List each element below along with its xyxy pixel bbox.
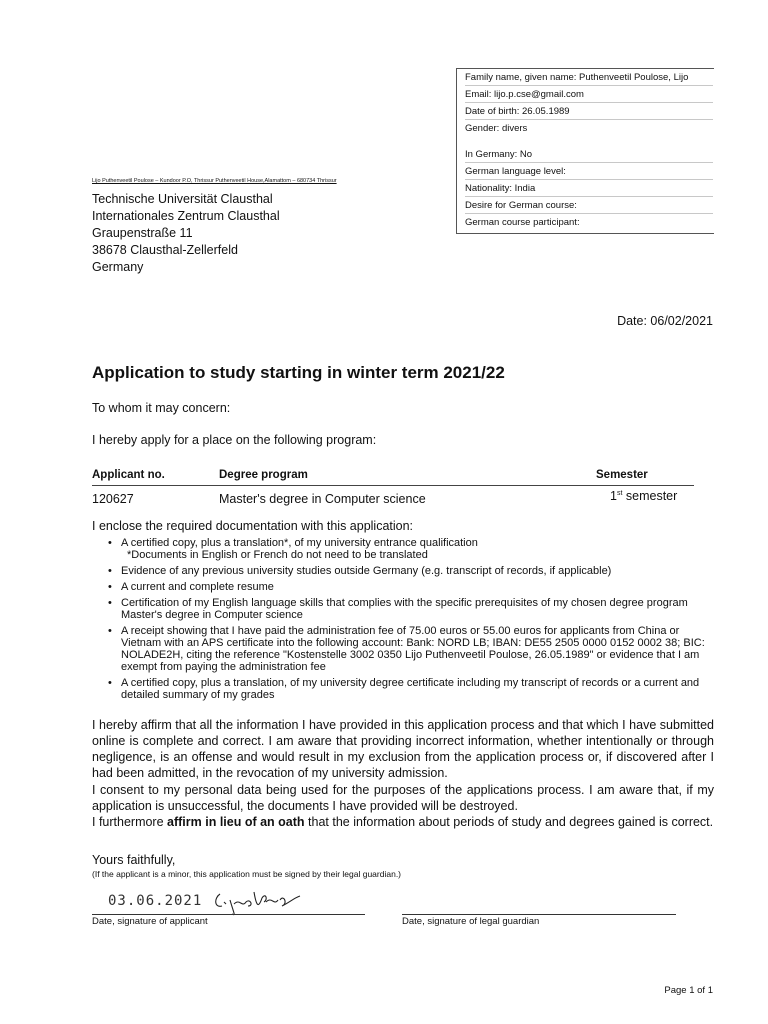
semester-value: 1st semester bbox=[610, 489, 678, 503]
list-item: • Evidence of any previous university studies outside Germany (e.g. transcript of records, if applicable) bbox=[108, 565, 714, 577]
info-desire-course: Desire for German course: bbox=[465, 200, 713, 214]
info-name: Family name, given name: Puthenveetil Poulose, Lijo bbox=[465, 72, 713, 86]
sender-address-line: Lijo Puthenveetil Poulose – Kundoor P.O, Thrissur Puthenveetil House,Alamattom – 680734 Thrissur bbox=[92, 178, 337, 184]
applicant-info-box bbox=[456, 68, 714, 234]
greeting: To whom it may concern: bbox=[92, 401, 231, 415]
info-dob: Date of birth: 26.05.1989 bbox=[465, 106, 713, 120]
list-item: • A certified copy, plus a translation, of my university degree certificate including my transcript of records or a current and detailed summary of my grades bbox=[108, 677, 714, 701]
letter-title: Application to study starting in winter term 2021/22 bbox=[92, 363, 505, 382]
address-line: Internationales Zentrum Clausthal bbox=[92, 209, 280, 223]
list-item: • A current and complete resume bbox=[108, 581, 714, 593]
letter-date: Date: 06/02/2021 bbox=[617, 314, 713, 328]
degree-program-value: Master's degree in Computer science bbox=[219, 492, 426, 506]
minor-note: (If the applicant is a minor, this application must be signed by their legal guardian.) bbox=[92, 869, 402, 879]
signature-image bbox=[210, 888, 310, 921]
guardian-signature-label: Date, signature of legal guardian bbox=[402, 916, 540, 927]
closing: Yours faithfully, bbox=[92, 853, 176, 867]
apply-text: I hereby apply for a place on the following program: bbox=[92, 433, 377, 447]
info-email: Email: lijo.p.cse@gmail.com bbox=[465, 89, 713, 103]
recipient-address bbox=[92, 191, 280, 276]
info-in-germany: In Germany: No bbox=[465, 149, 713, 163]
list-item: • A receipt showing that I have paid the administration fee of 75.00 euros or 55.00 euros for applicants from China or Vietnam with an APS certificate into the following account: Bank: NORD LB; IBAN: DE55 2505 0000 0152 0002 38; BIC: NOLADE2H, citing the reference "Kostenstelle 3002 0350 Lijo Puthenveetil Poulose, 26.05.1989" or evidence that I am exempt from paying the administration fee bbox=[108, 625, 714, 673]
applicant-no-value: 120627 bbox=[92, 492, 134, 506]
address-line: Germany bbox=[92, 260, 144, 274]
affirmation-paragraph: I hereby affirm that all the information I have provided in this application process and that which I have submitted online is complete and correct. I am aware that providing incorrect information, whether intentionally or through negligence, is an offense and would result in my exclusion from the application process or, if discovered after I had been admitted, in the revocation of my university admission. bbox=[92, 718, 714, 780]
info-german-level: German language level: bbox=[465, 166, 713, 180]
oath-bold: affirm in lieu of an oath bbox=[167, 815, 305, 829]
table-row bbox=[92, 486, 694, 508]
guardian-signature-line bbox=[402, 914, 676, 915]
info-nationality: Nationality: India bbox=[465, 183, 713, 197]
consent-paragraph: I consent to my personal data being used for the purposes of the applications process. I am aware that, if my application is unsuccessful, the documents I have provided will be destroyed. I furthermore affirm in lieu of an oath that the information about periods of study and degrees gained is correct. bbox=[92, 783, 714, 829]
address-line: Technische Universität Clausthal bbox=[92, 192, 273, 206]
header-applicant-no: Applicant no. bbox=[92, 469, 165, 481]
page-number: Page 1 of 1 bbox=[664, 985, 713, 996]
info-gender: Gender: divers bbox=[465, 123, 528, 134]
translation-note: *Documents in English or French do not need to be translated bbox=[127, 549, 428, 561]
program-table-header bbox=[92, 469, 694, 486]
header-semester: Semester bbox=[596, 469, 648, 481]
documents-list bbox=[108, 537, 714, 705]
applicant-signature-line bbox=[92, 914, 365, 915]
list-item: • Certification of my English language skills that complies with the specific prerequisites of my chosen degree program Master's degree in Computer science bbox=[108, 597, 714, 621]
header-degree-program: Degree program bbox=[219, 469, 308, 481]
handwritten-date: 03.06.2021 bbox=[108, 893, 203, 909]
enclose-text: I enclose the required documentation with this application: bbox=[92, 519, 414, 533]
list-item: • A certified copy, plus a translation*, of my university entrance qualification *Documents in English or French do not need to be translated bbox=[108, 537, 714, 561]
program-table bbox=[92, 469, 694, 508]
address-line: 38678 Clausthal-Zellerfeld bbox=[92, 243, 238, 257]
applicant-signature-label: Date, signature of applicant bbox=[92, 916, 208, 927]
address-line: Graupenstraße 11 bbox=[92, 226, 193, 240]
info-course-participant: German course participant: bbox=[465, 217, 580, 228]
